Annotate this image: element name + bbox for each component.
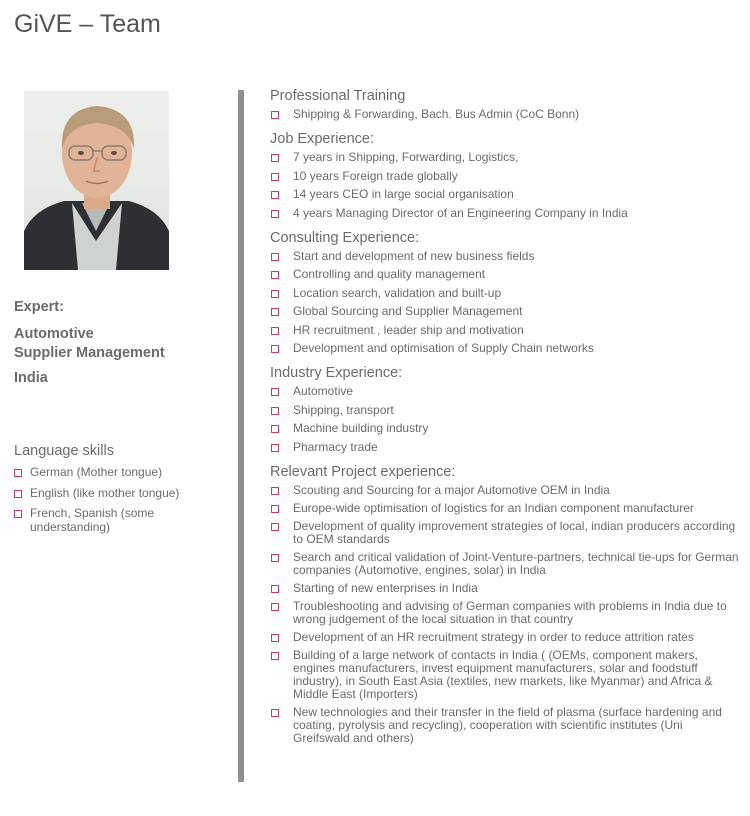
page-title: GiVE – Team: [14, 10, 161, 38]
language-text: German (Mother tongue): [30, 465, 163, 479]
list-item: [270, 305, 740, 318]
list-item-text: Development and optimisation of Supply Chain networks: [293, 341, 594, 355]
language-text: English (like mother tongue): [30, 485, 180, 500]
square-bullet-icon: [271, 407, 279, 415]
list-item-text: Automotive: [293, 384, 354, 398]
square-bullet-icon: [271, 173, 279, 181]
list-item-text: Scouting and Sourcing for a major Automotive OEM in India: [293, 482, 610, 497]
industry-list: [270, 385, 740, 454]
list-item-text: Pharmacy trade: [293, 439, 378, 454]
job-list: [270, 151, 740, 220]
square-bullet-icon: [14, 510, 22, 518]
list-item: [270, 706, 740, 745]
list-item: [270, 631, 740, 644]
square-bullet-icon: [271, 425, 279, 433]
list-item-text: 10 years Foreign trade globally: [293, 168, 458, 183]
list-item: [270, 188, 740, 201]
list-item-text: HR recruitment , leader ship and motivation: [293, 322, 524, 337]
list-item-text: Building of a large network of contacts in India ( (OEMs, component makers, engines manufacturers, invest equipment manufacturers, solar and foodstuff industry), in South East Asia (textiles, new markets, like Myanmar) and Africa & Middle East (Importers): [293, 647, 713, 701]
list-item: [270, 582, 740, 595]
list-item: [270, 268, 740, 281]
square-bullet-icon: [271, 154, 279, 162]
list-item: [270, 342, 740, 355]
square-bullet-icon: [271, 388, 279, 396]
square-bullet-icon: [271, 554, 279, 562]
language-item: [14, 466, 214, 480]
square-bullet-icon: [271, 652, 279, 660]
list-item: [270, 600, 740, 626]
expertise-area: [14, 325, 214, 363]
list-item-text: 7 years in Shipping, Forwarding, Logistics,: [293, 150, 519, 164]
square-bullet-icon: [271, 191, 279, 199]
list-item-text: Machine building industry: [293, 421, 429, 435]
expertise-line-1: Automotive: [14, 326, 94, 342]
language-text: French, Spanish (some understanding): [30, 506, 155, 534]
square-bullet-icon: [271, 585, 279, 593]
section-industry-experience: [270, 365, 740, 454]
square-bullet-icon: [271, 345, 279, 353]
section-consulting-experience: [270, 230, 740, 356]
list-item-text: Global Sourcing and Supplier Management: [293, 304, 523, 318]
list-item: [270, 441, 740, 454]
square-bullet-icon: [271, 487, 279, 495]
square-bullet-icon: [271, 327, 279, 335]
section-title: Job Experience:: [270, 131, 374, 147]
list-item: [270, 649, 740, 701]
list-item: [270, 170, 740, 183]
section-title: Consulting Experience:: [270, 229, 420, 246]
square-bullet-icon: [271, 308, 279, 316]
list-item: [270, 502, 740, 515]
profile-photo: [24, 91, 169, 270]
list-item-text: Location search, validation and built-up: [293, 285, 502, 300]
list-item-text: Development of an HR recruitment strategy in order to reduce attrition rates: [293, 629, 694, 644]
training-list: [270, 108, 740, 121]
square-bullet-icon: [271, 111, 279, 119]
square-bullet-icon: [271, 290, 279, 298]
project-list: [270, 484, 740, 745]
list-item: [270, 385, 740, 398]
section-job-experience: [270, 131, 740, 220]
section-project-experience: [270, 464, 740, 745]
list-item: [270, 520, 740, 546]
list-item: [270, 108, 740, 121]
list-item-text: Start and development of new business fields: [293, 248, 535, 263]
vertical-divider: [238, 90, 244, 782]
list-item-text: Controlling and quality management: [293, 267, 486, 281]
list-item-text: Shipping & Forwarding, Bach. Bus Admin (CoC Bonn): [293, 107, 580, 121]
square-bullet-icon: [271, 505, 279, 513]
section-title: Professional Training: [270, 88, 406, 104]
expertise-region: India: [14, 370, 48, 386]
square-bullet-icon: [271, 634, 279, 642]
section-title: Relevant Project experience:: [270, 463, 456, 480]
list-item-text: Troubleshooting and advising of German companies with problems in India due to wrong judgement of the local situation in that country: [293, 598, 727, 626]
square-bullet-icon: [14, 469, 22, 477]
list-item-text: Development of quality improvement strategies of local, indian producers according to OEM standards: [293, 518, 736, 546]
square-bullet-icon: [271, 444, 279, 452]
portrait-image: [24, 91, 169, 270]
section-title: Industry Experience:: [270, 365, 403, 381]
square-bullet-icon: [271, 523, 279, 531]
list-item-text: 4 years Managing Director of an Engineering Company in India: [293, 205, 628, 220]
list-item: [270, 484, 740, 497]
consulting-list: [270, 250, 740, 356]
list-item: [270, 250, 740, 263]
language-list: [14, 466, 214, 541]
experience-column: [270, 88, 740, 755]
list-item: [270, 404, 740, 417]
language-item: [14, 487, 214, 501]
language-item: [14, 507, 214, 534]
list-item: [270, 422, 740, 435]
square-bullet-icon: [271, 709, 279, 717]
list-item-text: Search and critical validation of Joint-Venture-partners, technical tie-ups for German companies (Automotive, engines, solar) in India: [293, 549, 739, 577]
list-item-text: Starting of new enterprises in India: [293, 580, 478, 595]
square-bullet-icon: [271, 271, 279, 279]
list-item-text: Europe-wide optimisation of logistics for an Indian component manufacturer: [293, 500, 694, 515]
list-item: [270, 551, 740, 577]
expert-label: Expert:: [14, 299, 64, 315]
square-bullet-icon: [271, 210, 279, 218]
list-item-text: Shipping, transport: [293, 402, 394, 417]
list-item: [270, 324, 740, 337]
expert-block: [14, 298, 214, 388]
square-bullet-icon: [271, 603, 279, 611]
list-item: [270, 287, 740, 300]
list-item: [270, 151, 740, 164]
list-item: [270, 207, 740, 220]
square-bullet-icon: [271, 253, 279, 261]
square-bullet-icon: [14, 490, 22, 498]
expertise-line-2: Supplier Management: [14, 345, 165, 361]
section-professional-training: [270, 88, 740, 121]
list-item-text: New technologies and their transfer in the field of plasma (surface hardening and coating, pyrolysis and recycling), cooperation with scientific institutes (Uni Greifswald and others): [293, 704, 722, 745]
language-skills-title: Language skills: [14, 443, 114, 459]
list-item-text: 14 years CEO in large social organisation: [293, 187, 514, 201]
